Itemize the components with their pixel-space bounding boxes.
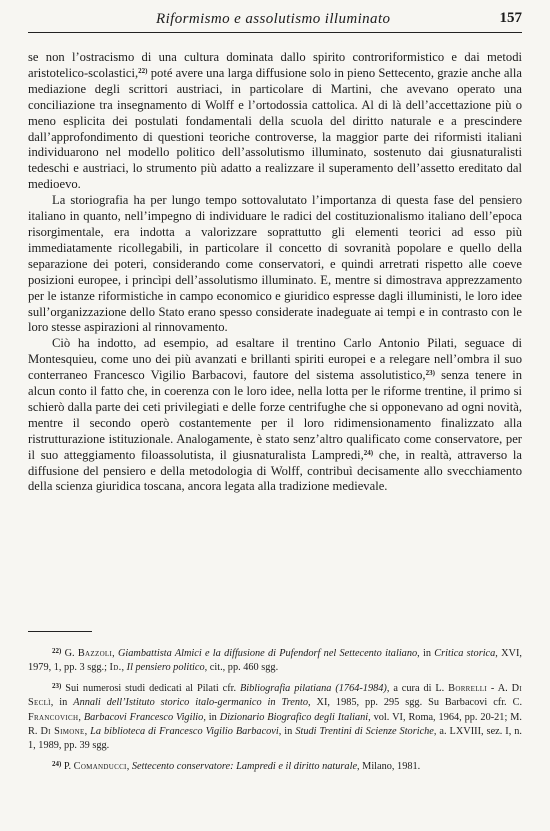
note-marker: 23)	[52, 681, 62, 690]
text-run: ,	[112, 648, 118, 659]
running-header	[28, 8, 522, 33]
text-run: ,	[126, 760, 132, 772]
note-marker: 22)	[138, 66, 148, 75]
text-run: , cit., pp. 460 sgg.	[204, 662, 279, 674]
italic-title: Il pensiero politico	[126, 662, 205, 674]
text-run: ,	[84, 726, 91, 738]
text-run: , Milano, 1981.	[357, 760, 421, 772]
footnote	[28, 682, 522, 754]
footnote-separator	[28, 631, 92, 632]
text-run: , in	[278, 726, 296, 738]
italic-title: Giambattista Almici e la diffusione di Pufendorf nel Settecento italiano	[117, 648, 418, 659]
running-title: Riformismo e assolutismo illuminato	[156, 11, 391, 27]
text-run: senza tenere in alcun conto il fatto che, in coerenza con le loro idee, nella lotta per le riforme trentine, il primo si schierò dalla parte dei ceti privilegiati e delle forze centrifughe che si opponevano ad ogni novità, mentre il secondo operò costantemente per il loro ridimensionamento finalizzato alla ristrutturazione istituzionale. Analogamente, è stato senz’altro qualificato come conservatore, per il suo atteggiamento filoassolutista, il giusnaturalista Lampredi,	[28, 368, 522, 462]
note-marker: 24)	[363, 448, 374, 457]
text-run: - A.	[487, 682, 512, 694]
page-number: 157	[499, 10, 522, 26]
text-run: La storiografia ha per lungo tempo sottovalutato l’importanza di questa fase del pensiero italiano in quanto, nell’impegno di individuare le radici del costituzionalismo italiano dell’epoca risorgimentale, era indotta a valorizzare soprattutto gli elementi teorici ad esso più immediatamente ricollegabili, in particolare il concetto di sovranità popolare e quello della separazione dei poteri, considerando come conservatori, e quindi arretrati rispetto alle coeve posizioni europee, i princìpi dell’assolutismo illuminato. E, mentre si dimostrava apprezzamento per le istanze riformistiche in campo economico e giuridico espresse dagli illuministi, le loro idee sull’organizzazione dello Stato erano spesso considerate inadeguate ai tempi e in contrasto con le loro stesse aspirazioni al rinnovamento.	[28, 193, 522, 335]
note-marker: 22)	[52, 647, 62, 655]
footnote	[28, 760, 522, 774]
italic-title: Barbacovi Francesco Vigilio	[83, 711, 204, 723]
italic-title: Annali dell’Istituto storico italo-germanico in Trento	[73, 697, 309, 709]
text-run: se non l’ostracismo di una cultura dominata dallo spirito controriformistico e dai metodi aristotelico-scolastici,	[28, 50, 522, 80]
text-run: , vol. VI, Roma, 1964, pp. 20-21; M. R.	[28, 711, 522, 738]
text-run: G.	[61, 648, 78, 659]
author-name: Comanducci	[73, 760, 127, 772]
note-marker: 23)	[425, 369, 435, 378]
text-run: , in	[50, 697, 74, 709]
text-run: poté avere una larga diffusione solo in pieno Settecento, grazie anche alla mediazione degli scrittori austriaci, in particolare di Martini, che avevano operato una conciliazione tra insegnamento di Wolff e l’ortodossia cattolica. Al di là dell’accettazione più o meno esplicita dei postulati fondamentali della scuola del diritto naturale e a prescindere dall’approfondimento di questioni teoriche controverse, la maggior parte dei riformisti italiani individuarono nel modello politico dell’assolutismo illuminato, sostenuto dai giusnaturalisti tedeschi e austriaci, lo strumento più adatto a realizzare il superamento dell’assetto ereditato dal medioevo.	[28, 65, 522, 192]
paragraph	[28, 193, 522, 336]
paragraph	[28, 50, 522, 193]
text-run: , XVI, 1979, 1, pp. 3 sgg.;	[28, 648, 522, 674]
author-name: Borrelli	[448, 682, 487, 694]
italic-title: Dizionario Biografico degli Italiani	[219, 711, 369, 723]
text-run: ,	[78, 711, 84, 723]
text-run: ,	[121, 662, 127, 674]
footnote	[28, 647, 522, 676]
italic-title: Studi Trentini di Scienze Storiche	[295, 726, 434, 738]
text-run: , in	[417, 648, 435, 659]
text-run: che, in realtà, attraverso la diffusione del pensiero e della metodologia di Wolff, contribuì decisamente allo svecchiamento della scienza giuridica toscana, ancora legata alla tradizione medievale.	[28, 447, 522, 494]
text-run: P.	[61, 760, 74, 772]
text-run: Sui numerosi studi dedicati al Pilati cfr.	[61, 682, 240, 694]
text-run: , in	[203, 711, 220, 723]
author-name: Di Simone	[40, 726, 85, 738]
text-run: , a cura di L.	[386, 682, 449, 694]
italic-title: La biblioteca di Francesco Vigilio Barbacovi	[90, 726, 279, 738]
italic-title: Settecento conservatore: Lampredi e il diritto naturale	[131, 760, 358, 772]
text-run: , XI, 1985, pp. 295 sgg. Su Barbacovi cfr. C.	[308, 697, 523, 709]
text-run: , a. LXVIII, sez. I, n. 1, 1989, pp. 39 sgg.	[28, 726, 522, 752]
main-text	[28, 50, 522, 495]
author-name: Id.	[109, 662, 122, 674]
author-name: Di Seclì	[28, 682, 523, 709]
italic-title: Bibliografia pilatiana (1764-1984)	[239, 682, 387, 694]
paragraph	[28, 336, 522, 495]
text-run: Ciò ha indotto, ad esempio, ad esaltare il trentino Carlo Antonio Pilati, seguace di Montesquieu, come uno dei più avanzati e brillanti spiriti europei e a relegare nell’ombra il suo conterraneo Francesco Vigilio Barbacovi, fautore del sistema assolutistico,	[28, 336, 522, 383]
note-marker: 24)	[52, 759, 62, 768]
italic-title: Critica storica	[434, 648, 496, 659]
author-name: Bazzoli	[77, 648, 113, 659]
footnotes	[28, 647, 522, 780]
author-name: Francovich	[28, 711, 79, 723]
